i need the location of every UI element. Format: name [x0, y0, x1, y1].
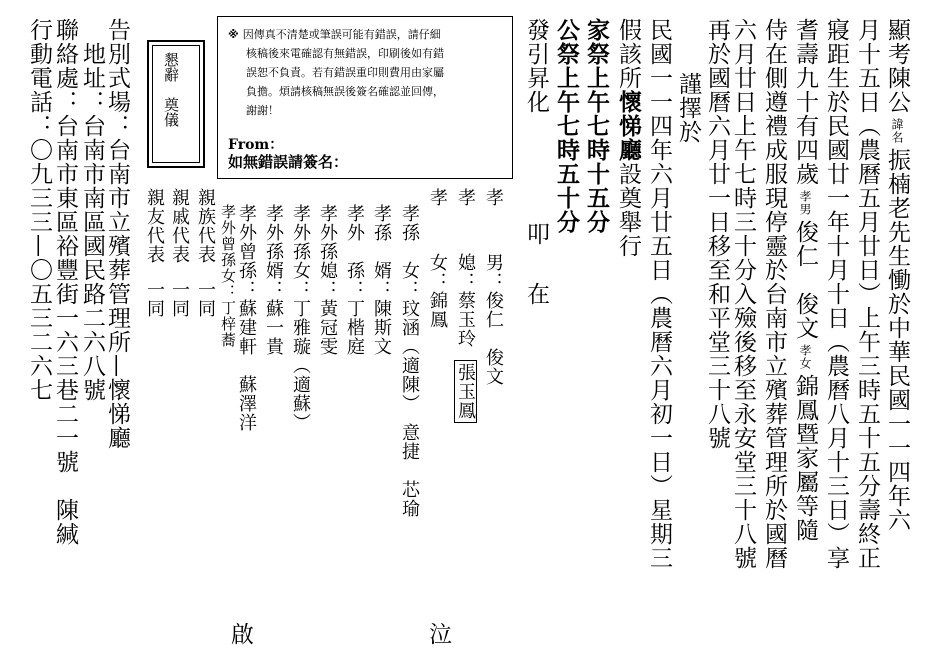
sons-text: 俊仁 俊文 — [792, 220, 818, 340]
deceased-name-text: 振楠老先生慟於中華民國一一四年六 — [884, 148, 910, 532]
rel-ogw-relation: 外孫媳： — [317, 223, 338, 299]
venue-column — [105, 18, 128, 450]
contact-text: 台南市東區裕豐街一六三巷二一號 陳緘 — [52, 114, 78, 546]
signature-field[interactable]: 如無錯誤請簽名： — [228, 153, 349, 171]
rel-gd-label: 孝 — [399, 204, 420, 223]
rel-granddaughter-husband — [372, 204, 390, 356]
rel-dil-names: 蔡玉玲 — [455, 291, 476, 348]
hall-name: 懷悌廳 — [615, 90, 642, 162]
rel-dil-boxed-name: 張玉鳳 — [454, 360, 477, 423]
rel-ggd-names: 丁梓蕎 — [219, 300, 237, 348]
rel-og-relation: 外 孫： — [344, 223, 365, 299]
taboo-name-label: 諱名 — [890, 118, 904, 144]
rel-clan-rep-names: 一同 — [195, 280, 216, 318]
notice-line-1 — [228, 25, 508, 44]
rel-daughters-in-law — [456, 188, 474, 423]
notice-line-5: 謝謝！ — [246, 104, 279, 117]
rel-kin-rep-label: 親戚代表 — [169, 188, 190, 264]
cremation-text: 發引昇化 — [523, 18, 549, 114]
rel-ggs-label: 孝 — [236, 204, 257, 223]
main-col-10 — [616, 18, 640, 258]
address-label: 地址： — [79, 42, 105, 114]
rel-ggs-relation: 外曾孫： — [236, 223, 257, 299]
rel-daughter-relation: 女： — [427, 253, 448, 291]
main-col-8: 謹擇於 — [675, 72, 701, 144]
rel-friend-rep-label: 親友代表 — [144, 188, 165, 264]
notice-line-1-text: 因傳真不清楚或筆誤可能有錯誤，請仔細 — [242, 28, 441, 41]
notice-line-2: 核稿後來電確認有無錯誤，印刷後如有錯 — [246, 47, 444, 60]
main-col-4 — [793, 18, 816, 542]
weep-text: 泣 — [425, 622, 451, 646]
ceremony-text: 設奠舉行 — [615, 162, 641, 258]
filial-son-label: 孝男 — [798, 190, 812, 216]
rel-kin-rep-names: 一同 — [169, 280, 190, 318]
rel-great-granddaughter — [220, 204, 235, 348]
rel-outer-granddaughter-husband — [264, 204, 282, 356]
rel-sons-relation: 男： — [483, 253, 504, 291]
rel-gd-names: 玟涵（適陳） 意捷 芯瑜 — [399, 299, 420, 518]
rel-clan-rep — [196, 188, 214, 318]
main-col-6: 六月廿日上午七時三十分入殮後移至永安堂三十八號 — [730, 18, 756, 570]
main-col-5: 侍在側遵禮成服現停靈於台南市立殯葬管理所於國曆 — [761, 18, 787, 570]
filial-daughter-label: 孝女 — [798, 344, 812, 370]
rel-ogd-names: 丁雅璇（適蘇） — [290, 299, 311, 432]
rel-daughter-label: 孝 — [427, 188, 448, 207]
rel-gs-in-law-relation: 孫 婿： — [371, 223, 392, 299]
rel-ogw-names: 黃冠雯 — [317, 299, 338, 356]
venue-prefix: 假該所 — [615, 18, 641, 90]
rel-ogw-label: 孝 — [317, 204, 338, 223]
from-label: From： — [228, 137, 284, 153]
decline-gifts-plaque — [147, 40, 205, 168]
rel-ogd-relation: 外孫女： — [290, 223, 311, 299]
family-ceremony-time: 家祭上午七時十五分 — [583, 18, 610, 234]
deceased-title: 顯考陳公 — [884, 18, 910, 114]
rel-sons-label: 孝 — [483, 188, 504, 207]
rel-gd-relation: 孫 女： — [399, 223, 420, 299]
rel-great-grandsons — [237, 204, 255, 432]
main-col-3: 寢距生於民國廿一年十月十日（農曆八月十三日）享 — [823, 18, 849, 570]
announce-text: 啟 — [227, 622, 253, 646]
address-text: 台南市南區國民路二六八號 — [79, 114, 105, 402]
rel-dil-relation: 媳： — [455, 253, 476, 291]
contact-label: 聯絡處： — [52, 18, 78, 114]
age-text: 耆壽九十有四歲 — [792, 18, 818, 186]
rel-friend-rep-names: 一同 — [144, 280, 165, 318]
venue-text: 台南市立殯葬管理所—懷悌廳 — [104, 138, 130, 450]
plaque-text: 懇辭 奠儀 — [162, 52, 180, 127]
notice-line-4: 負擔。煩請核稿無誤後簽名確認並回傳， — [246, 85, 444, 98]
main-col-13 — [524, 18, 547, 306]
rel-kin-rep — [170, 188, 188, 318]
notice-mark: ※ — [228, 28, 239, 41]
main-col-1 — [885, 18, 908, 532]
rel-ggd-label: 孝外曾孫女： — [219, 204, 237, 300]
rel-friend-rep — [145, 188, 163, 318]
rel-ogdh-names: 蘇一貴 — [263, 299, 284, 356]
rel-ogdh-label: 孝 — [263, 204, 284, 223]
public-ceremony-time: 公祭上午七時五十分 — [553, 18, 580, 234]
contact-column — [53, 18, 76, 546]
phone-column — [27, 18, 50, 402]
notice-body — [228, 25, 508, 120]
rel-sons-names: 俊仁 俊文 — [483, 291, 504, 386]
phone-label: 行動電話： — [26, 18, 52, 138]
phone-number: 〇九三三—〇五三二六七 — [26, 138, 52, 402]
rel-dil-label: 孝 — [455, 188, 476, 207]
address-column — [80, 42, 103, 402]
main-col-9: 民國一一四年六月廿五日（農曆六月初一日）星期三 — [646, 18, 672, 570]
rel-clan-rep-label: 親族代表 — [195, 188, 216, 264]
rel-daughter-names: 錦鳳 — [427, 291, 448, 329]
rel-og-label: 孝 — [344, 204, 365, 223]
venue-label: 告別式場： — [104, 18, 130, 138]
rel-ggs-names: 蘇建軒 蘇澤洋 — [236, 299, 257, 432]
rel-gs-in-law-names: 陳斯文 — [371, 299, 392, 356]
rel-og-names: 丁楷庭 — [344, 299, 365, 356]
rel-outer-grandson — [345, 204, 363, 356]
rel-ogd-label: 孝 — [290, 204, 311, 223]
rel-gs-in-law-label: 孝 — [371, 204, 392, 223]
main-col-7: 再於國曆六月廿一日移至和平堂三十八號 — [704, 18, 730, 450]
rel-ogdh-relation: 外孫婿： — [263, 223, 284, 299]
kowtow-text: 叩 — [523, 222, 549, 246]
proofread-notice-box — [217, 16, 513, 179]
rel-outer-granddaughter — [291, 204, 309, 432]
rel-granddaughters — [400, 204, 418, 518]
rel-outer-grandson-wife — [318, 204, 336, 356]
rel-daughter — [428, 188, 446, 329]
notice-line-3: 誤恕不負責。若有錯誤重印則費用由家屬 — [246, 66, 444, 79]
main-col-2: 月十五日（農曆五月廿日）上午三時五十五分壽終正 — [854, 18, 880, 570]
daughter-text: 錦鳳暨家屬等隨 — [792, 374, 818, 542]
rel-sons — [484, 188, 502, 386]
at-text: 在 — [523, 282, 549, 306]
